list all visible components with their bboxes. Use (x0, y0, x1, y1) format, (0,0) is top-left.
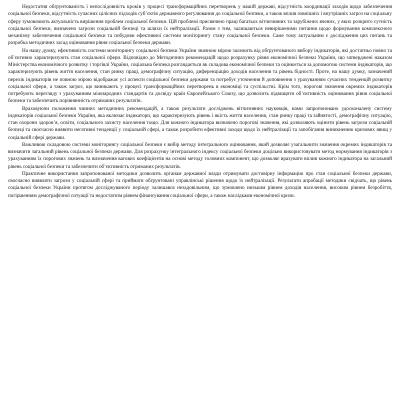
paragraph: Важливою складовою системи моніторингу соціальної безпеки є вибір методу інтегрального оцінювання, який дозволяє узагальнити значення окремих індикаторів та визначити загальний рівень соціальної безпеки держави. Для розрахунку інтегрального індексу соціальної безпеки доцільно використовувати метод нормування індикаторів з урахуванням їх порогових значень та визначення вагових коефіцієнтів на основі методу головних компонент, що дозволяє врахувати вплив кожного індикатора на загальний рівень соціальної безпеки та забезпечити об’єктивність отриманих результатів. (8, 141, 392, 170)
paragraph: На нашу думку, ефективність системи моніторингу соціальної безпеки України значною мірою залежить від обґрунтованого вибору індикаторів, які достатньо повно та об’єктивно характеризують стан соціальної сфери. Відповідно до Методичних рекомендацій щодо розрахунку рівня економічної безпеки України, що затверджені наказом Міністерства економічного розвитку і торгівлі України, соціальна безпека розглядається як складова економічної безпеки та оцінюється за допомогою системи індикаторів, що характеризують рівень життя населення, стан ринку праці, демографічну ситуацію, диференціацію доходів населення та рівень бідності. Проте, на нашу думку, зазначений перелік індикаторів не повною мірою відображає усі аспекти соціальної безпеки держави та потребує уточнення й доповнення з урахуванням сучасних тенденцій розвитку соціальної сфери, а також загроз, що виникають у процесі трансформаційних перетворень в економіці та суспільстві. Крім того, порогові значення окремих індикаторів потребують перегляду з урахуванням міжнародних стандартів та досвіду країн Європейського Союзу, що дозволить підвищити об’єктивність оцінювання рівня соціальної безпеки та забезпечить порівнянність отриманих результатів. (8, 47, 392, 105)
paragraph: Практичне використання запропонованої методики дозволить органам державної влади отримувати достовірну інформацію про стан соціальної безпеки держави, своєчасно виявляти загрози у соціальній сфері та приймати обґрунтовані управлінські рішення щодо їх нейтралізації. Результати апробації методики свідчать, що рівень соціальної безпеки України протягом досліджуваного періоду залишався незадовільним, що зумовлено низьким рівнем доходів населення, високим рівнем безробіття, погіршенням демографічної ситуації та недостатнім рівнем фінансування соціальної сфери, а також наслідками економічної кризи. (8, 170, 392, 199)
paragraph: Враховуючи положення чинних методичних рекомендацій, а також результати досліджень вітчизняних науковців, нами запропоновано удосконалену систему індикаторів соціальної безпеки України, яка включає індикатори, що характеризують рівень і якість життя населення, стан ринку праці та зайнятості, демографічну ситуацію, стан охорони здоров’я, освіти, соціального захисту населення тощо. Для кожного індикатора визначено порогові значення, які дозволяють оцінити рівень загрози соціальній безпеці та своєчасно виявити негативні тенденції у соціальній сфері, а також розробити ефективні заходи щодо їх нейтралізації та запобігання виникненню кризових явищ у соціальній сфері держави. (8, 105, 392, 141)
paragraph: Недостатня обґрунтованість і непослідовність кроків у процесі трансформаційних перетворень у нашій державі, відсутність координації заходів щодо забезпечення соціальної безпеки, відсутність сучасних цілісних підходів суб’єктів державного регулювання до соціальної безпеки, а також вплив зовнішніх і внутрішніх загроз на соціальну сферу зумовлюють актуальність вирішення проблем соціальної безпеки. Цій проблемі присвячено праці багатьох вітчизняних та зарубіжних вчених, у яких розкрито сутність соціальної безпеки, визначено загрози соціальній безпеці та шляхи їх нейтралізації. Разом з тим, залишаються невирішеними питання щодо формування комплексного механізму забезпечення соціальної безпеки та побудови ефективної системи моніторингу стану соціальної безпеки. Саме тому актуальним є дослідження цих питань та розробка методичних засад оцінювання рівня соціальної безпеки держави. (8, 4, 392, 47)
